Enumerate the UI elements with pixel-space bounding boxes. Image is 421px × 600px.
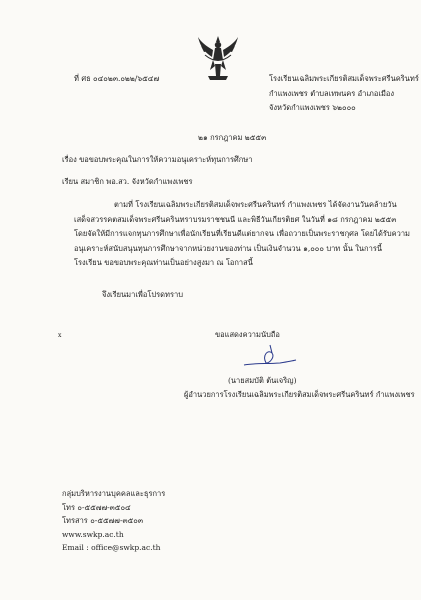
footer-phone: โทร ๐-๕๕๗๗-๓๕๐๔ [62, 503, 131, 512]
body-line: โรงเรียน ขอขอบพระคุณท่านเป็นอย่างสูงมา ณ โอกาสนี้ [74, 258, 253, 267]
body-line: อนุเคราะห์สนับสนุนทุนการศึกษาจากหน่วยงานของท่าน เป็นเงินจำนวน ๑,๐๐๐ บาท นั้น ในการนี้ [74, 243, 382, 253]
signer-position: ผู้อำนวยการโรงเรียนเฉลิมพระเกียรติสมเด็จพระศรีนครินทร์ กำแพงเพชร [184, 390, 415, 399]
letter-addressee: เรียน สมาชิก พอ.สว. จังหวัดกำแพงเพชร [62, 177, 193, 186]
body-line: โดยจัดให้มีการแจกทุนการศึกษาเพื่อนักเรียนที่เรียนดีแต่ยากจน เพื่อถวายเป็นพระราชกุศล โดยได้รับความ [74, 229, 410, 238]
letter-date: ๒๑ กรกฎาคม ๒๕๕๓ [198, 133, 267, 142]
stray-mark: x [58, 332, 62, 339]
closing-line: จึงเรียนมาเพื่อโปรดทราบ [102, 290, 183, 299]
letter-subject: เรื่อง ขอขอบพระคุณในการให้ความอนุเคราะห์ทุนการศึกษา [62, 155, 253, 164]
letter-body [74, 198, 410, 271]
complimentary-close: ขอแสดงความนับถือ [215, 330, 280, 339]
sender-address-line-2: กำแพงเพชร ตำบลเทพนคร อำเภอเมือง [269, 89, 395, 98]
footer-fax: โทรสาร ๐-๕๕๗๗-๓๕๐๓ [62, 516, 143, 525]
body-line: ตามที่ โรงเรียนเฉลิมพระเกียรติสมเด็จพระศรีนครินทร์ กำแพงเพชร ได้จัดงานวันคล้ายวัน [114, 200, 397, 209]
body-line: เสด็จสวรรคตสมเด็จพระศรีนครินทราบรมราชชนนี และพิธีวันเกียรติยศ ในวันที่ ๑๘ กรกฎาคม ๒๕๕๓ [74, 214, 397, 224]
footer-department: กลุ่มบริหารงานบุคคลและธุรการ [62, 489, 166, 498]
signer-name: (นายสมบัติ ต้นเจริญ) [228, 376, 297, 385]
sender-address-line-3: จังหวัดกำแพงเพชร ๖๒๐๐๐ [269, 103, 356, 112]
signature-scribble [240, 343, 300, 371]
reference-number: ที่ ศธ ๐๔๐๒๓.๐๒๒/๖๕๔๗ [74, 74, 160, 83]
garuda-emblem-icon [196, 34, 240, 84]
footer-website: www.swkp.ac.th [62, 530, 124, 539]
sender-address-line-1: โรงเรียนเฉลิมพระเกียรติสมเด็จพระศรีนครินทร์ [269, 74, 419, 83]
footer-email: Email : office@swkp.ac.th [62, 543, 161, 552]
